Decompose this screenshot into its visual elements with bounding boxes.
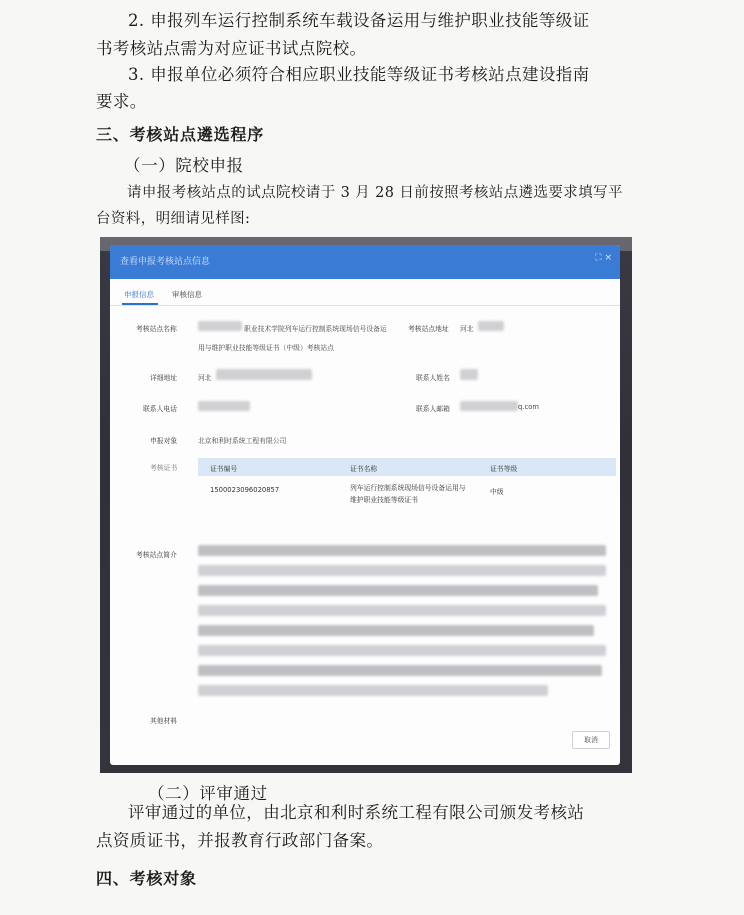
redaction-block [198,401,250,411]
para-item2-line2: 书考核站点需为对应证书试点院校。 [96,39,367,58]
section3-heading: 三、考核站点遴选程序 [96,125,265,144]
contact-email-label: 联系人邮箱 [416,405,450,413]
para-apply-line1: 请申报考核站点的试点院校请于 3 月 28 日前按照考核站点遴选要求填写平 [127,185,623,201]
dialog-title: 查看申报考核站点信息 [120,257,211,267]
tab-apply-info[interactable]: 申报信息 [124,290,154,299]
site-name-value-line2: 用与维护职业技能等级证书（中级）考核站点 [198,344,334,352]
site-name-value-line1: 职业技术学院列车运行控制系统现场信号设备运 [244,325,387,333]
blurred-intro-text [198,665,602,676]
other-materials-label: 其他材料 [150,717,178,725]
para-review-line2: 点资质证书，并报教育行政部门备案。 [96,831,384,850]
col-cert-code: 证书编号 [210,465,238,473]
para-item3-line2: 要求。 [96,92,147,111]
apply-target-label: 申报对象 [150,437,178,445]
dialog-tabs [110,279,620,306]
col-cert-level: 证书等级 [490,465,518,473]
col-cert-name: 证书名称 [350,465,378,473]
redaction-block [216,369,312,380]
section4-heading: 四、考核对象 [96,869,197,888]
cert-level-cell: 中级 [490,488,504,496]
cert-name-cell-line2: 维护职业技能等级证书 [350,496,418,504]
blurred-intro-text [198,605,606,616]
blurred-intro-text [198,645,606,656]
cert-table [198,458,616,514]
detail-address-label: 详细地址 [150,374,178,382]
site-info-dialog [110,245,620,765]
redaction-block [478,321,504,331]
window-controls-icon[interactable]: ⛶ × [595,253,612,263]
cert-table-header [198,458,616,476]
contact-email-value: q.com [518,403,539,411]
redaction-block [460,401,518,411]
detail-address-value: 河北 [198,374,212,382]
cert-code-cell: 1500023096020857 [210,486,280,494]
blurred-intro-text [198,585,598,596]
blurred-intro-text [198,625,594,636]
contact-name-label: 联系人姓名 [416,374,450,382]
apply-target-value: 北京和利时系统工程有限公司 [198,437,287,445]
para-item2-line1: 2. 申报列车运行控制系统车载设备运用与维护职业技能等级证 [128,11,590,30]
cert-name-cell-line1: 列车运行控制系统现场信号设备运用与 [350,484,466,492]
sub1-heading: （一）院校申报 [124,156,244,175]
para-apply-line2: 台资料，明细请见样图: [96,211,251,227]
blurred-intro-text [198,565,606,576]
blurred-intro-text [198,545,606,556]
redaction-block [460,369,478,380]
blurred-intro-text [198,685,548,696]
contact-phone-label: 联系人电话 [143,405,177,413]
para-item3-line1: 3. 申报单位必须符合相应职业技能等级证书考核站点建设指南 [128,65,590,84]
site-address-value: 河北 [460,325,474,333]
cert-label: 考核证书 [150,464,178,472]
intro-label: 考核站点简介 [136,551,177,559]
dialog-title-bar [110,245,620,279]
sample-screenshot [100,237,632,773]
site-address-label: 考核站点地址 [408,325,449,333]
redaction-block [198,321,242,331]
active-tab-indicator [122,303,158,305]
site-name-label: 考核站点名称 [136,325,177,333]
tab-review-info[interactable]: 审核信息 [172,290,202,299]
para-review-line1: 评审通过的单位，由北京和利时系统工程有限公司颁发考核站 [128,803,585,822]
sub2-heading: （二）评审通过 [148,784,268,803]
cancel-button[interactable]: 取消 [572,731,610,749]
